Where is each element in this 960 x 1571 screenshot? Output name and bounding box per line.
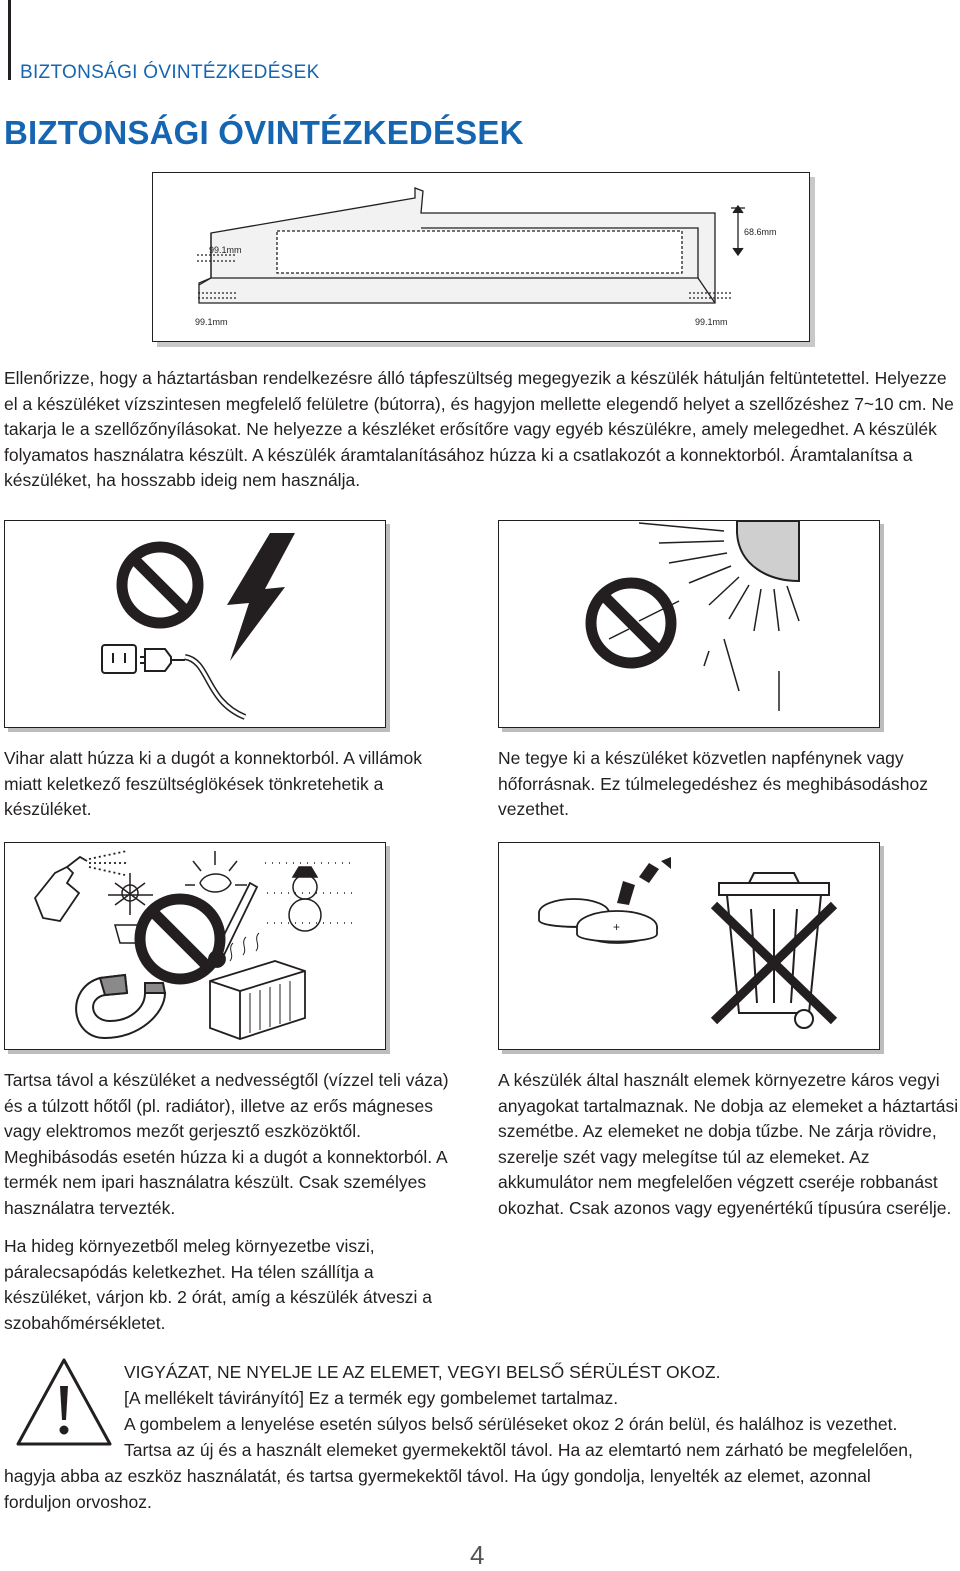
power-outlet-icon — [102, 645, 136, 673]
warning-line-3: A gombelem a lenyelése esetén súlyos belső sérüléseket okoz 2 órán belül, és halálhoz is vezethet. — [124, 1414, 898, 1434]
moisture-caption-1: Tartsa távol a készüléket a nedvességtől (vízzel teli váza) és a túlzott hőtől (pl. radiátor), illetve az erős mágneses vagy elektromos mezőt gerjesztő eszközöktől. Meghibásodás esetén húzza ki a dugót a konnektorból. A termék nem ipari használatra készült. Csak személyes használatra tervezték. — [4, 1070, 449, 1218]
battery-caption: A készülék által használt elemek környezetre káros vegyi anyagokat tartalmaznak. Ne dobja az elemeket a háztartási szemétbe. Az elemeket ne dobja tűzbe. Ne zárja rövidre, szerelje szét vagy melegítse túl az elemeket. Az akkumulátor nem megfelelően végzett cseréje robbanást okozhat. Csak azonos vagy egyenértékű típusúra cserélje. — [498, 1070, 959, 1218]
soundbar-clearance-diagram — [153, 173, 809, 341]
prohibition-icon — [591, 583, 671, 663]
dimension-label-left-bottom: 99.1mm — [195, 317, 228, 327]
warning-line-6: forduljon orvoshoz. — [4, 1492, 152, 1512]
lightning-bolt-icon — [227, 533, 295, 661]
plug-icon — [140, 649, 245, 717]
margin-bar — [8, 0, 11, 80]
lightning-caption: Vihar alatt húzza ki a dugót a konnektorból. A villámok miatt keletkező feszültséglökések tönkretehetik a készüléket. — [4, 748, 422, 820]
warning-triangle-icon — [14, 1354, 114, 1450]
page-number: 4 — [470, 1540, 485, 1570]
warning-line-5: hagyja abba az eszköz használatát, és tartsa gyermekektõl távol. Ha úgy gondolja, lenyelték az elemet, azonnal — [4, 1466, 871, 1486]
warning-line-1: VIGYÁZAT, NE NYELJE LE AZ ELEMET, VEGYI BELSŐ SÉRÜLÉST OKOZ. — [124, 1362, 721, 1382]
lightning-unplug-illustration — [5, 521, 385, 727]
dimension-label-left-top: 99.1mm — [209, 245, 242, 255]
lightning-warning-panel — [4, 520, 386, 728]
dimension-label-right-top: 68.6mm — [744, 227, 777, 237]
battery-plus-sign: + — [613, 920, 621, 934]
flower-icon — [108, 873, 153, 943]
section-header: BIZTONSÁGI ÓVINTÉZKEDÉSEK — [20, 62, 320, 83]
prohibition-icon — [140, 899, 220, 979]
spray-bottle-icon — [35, 851, 129, 921]
snowman-icon — [265, 863, 357, 931]
intro-paragraph: Ellenőrizze, hogy a háztartásban rendelkezésre álló tápfeszültség megegyezik a készülék hátulján feltüntetettel. Helyezze el a készüléket vízszintesen megfelelő felületre (bútorra), és hagyjon mellette elegendő helyet a szellőzéshez 7~10 cm. Ne takarja le a szellőzőnyílásokat. Ne helyezze a készléket erősítőre vagy egyéb készülékre, amely melegedhet. A készülék folyamatos használatra készült. A készülék áramtalanításához húzza ki a csatlakozót a konnektorból. Áramtalanítsa a készüléket, ha hosszabb ideig nem használja. — [4, 368, 954, 491]
battery-disposal-illustration — [499, 843, 879, 1049]
prohibition-icon — [122, 547, 198, 623]
moisture-heat-magnet-illustration — [5, 843, 385, 1049]
warning-line-4: Tartsa az új és a használt elemeket gyermekektõl távol. Ha az elemtartó nem zárható be megfelelően, — [124, 1440, 913, 1460]
moisture-heat-warning-panel — [4, 842, 386, 1050]
magnet-icon — [76, 975, 165, 1038]
coin-battery-icon — [539, 899, 657, 943]
page-title: BIZTONSÁGI ÓVINTÉZKEDÉSEK — [4, 114, 524, 151]
warning-line-2: [A mellékelt távirányító] Ez a termék egy gombelemet tartalmaz. — [124, 1388, 619, 1408]
sunlight-heat-illustration — [499, 521, 879, 727]
sun-icon — [609, 521, 799, 711]
sunlight-warning-panel — [498, 520, 880, 728]
dimension-label-right-bottom: 99.1mm — [695, 317, 728, 327]
arrow-icon — [617, 857, 671, 905]
sunlight-caption: Ne tegye ki a készüléket közvetlen napfénynek vagy hőforrásnak. Ez túlmelegedéshez és meghibásodáshoz vezethet. — [498, 748, 928, 820]
battery-disposal-panel — [498, 842, 880, 1050]
moisture-caption-2: Ha hideg környezetből meleg környezetbe viszi, páralecsapódás keletkezhet. Ha télen szállítja a készüléket, várjon kb. 2 órát, amíg a készülék átveszi a szobahőmérsékletet. — [4, 1236, 432, 1333]
sun-icon — [185, 851, 247, 892]
clearance-diagram-panel — [152, 172, 810, 342]
